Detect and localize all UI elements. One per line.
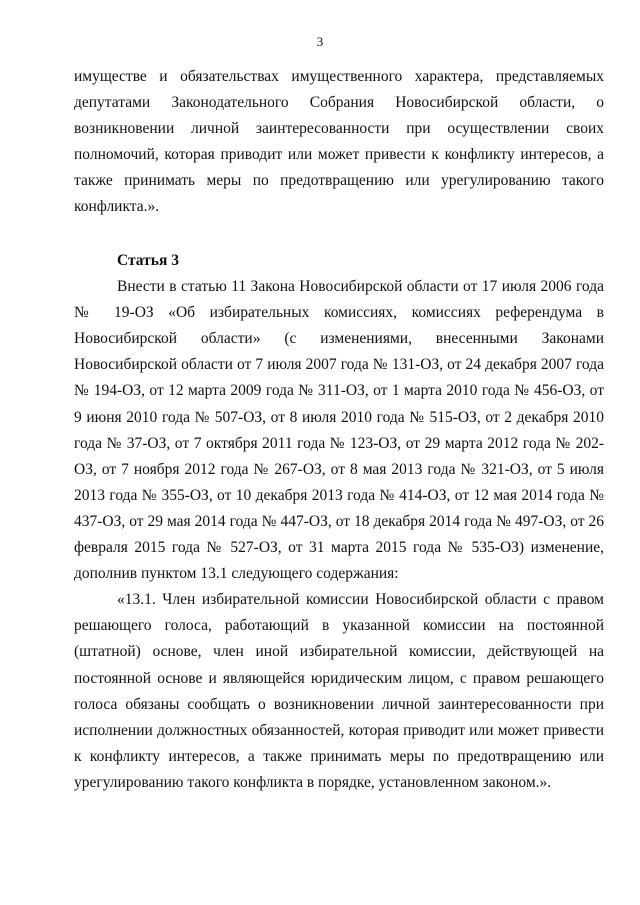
article-title: Статья 3 xyxy=(117,252,179,269)
article-block xyxy=(74,248,604,796)
continuation-block xyxy=(74,64,604,221)
article-paragraph-amendment: Внести в статью 11 Закона Новосибирской области от 17 июля 2006 года № 19-ОЗ «Об избирательных комиссиях, комиссиях референдума в Новосибирской области» (с изменениями, внесенными Законами Новосибирской области от 7 июля 2007 года № 131-ОЗ, от 24 декабря 2007 года № 194-ОЗ, от 12 марта 2009 года № 311-ОЗ, от 1 марта 2010 года № 456-ОЗ, от 9 июня 2010 года № 507-ОЗ, от 8 июля 2010 года № 515-ОЗ, от 2 декабря 2010 года № 37-ОЗ, от 7 октября 2011 года № 123-ОЗ, от 29 марта 2012 года № 202-ОЗ, от 7 ноября 2012 года № 267-ОЗ, от 8 мая 2013 года № 321-ОЗ, от 5 июля 2013 года № 355-ОЗ, от 10 декабря 2013 года № 414-ОЗ, от 12 мая 2014 года № 437-ОЗ, от 29 мая 2014 года № 447-ОЗ, от 18 декабря 2014 года № 497-ОЗ, от 26 февраля 2015 года № 527-ОЗ, от 31 марта 2015 года № 535-ОЗ) изменение, дополнив пунктом 13.1 следующего содержания: xyxy=(74,278,604,583)
continuation-paragraph: имуществе и обязательствах имущественного характера, представляемых депутатами Законодательного Собрания Новосибирской области, о возникновении личной заинтересованности при осуществлении своих полномочий, которая приводит или может привести к конфликту интересов, а также принимать меры по предотвращению или урегулированию такого конфликта.». xyxy=(74,68,604,216)
article-paragraph-clause-13-1: «13.1. Член избирательной комиссии Новосибирской области с правом решающего голоса, работающий в указанной комиссии на постоянной (штатной) основе, член иной избирательной комиссии, действующей на постоянной основе и являющейся юридическим лицом, с правом решающего голоса обязаны сообщать о возникновении личной заинтересованности при исполнении должностных обязанностей, которая приводит или может привести к конфликту интересов, а также принимать меры по предотвращению или урегулированию такого конфликта в порядке, установленном законом.». xyxy=(74,591,604,791)
page-number: 3 xyxy=(316,34,324,49)
